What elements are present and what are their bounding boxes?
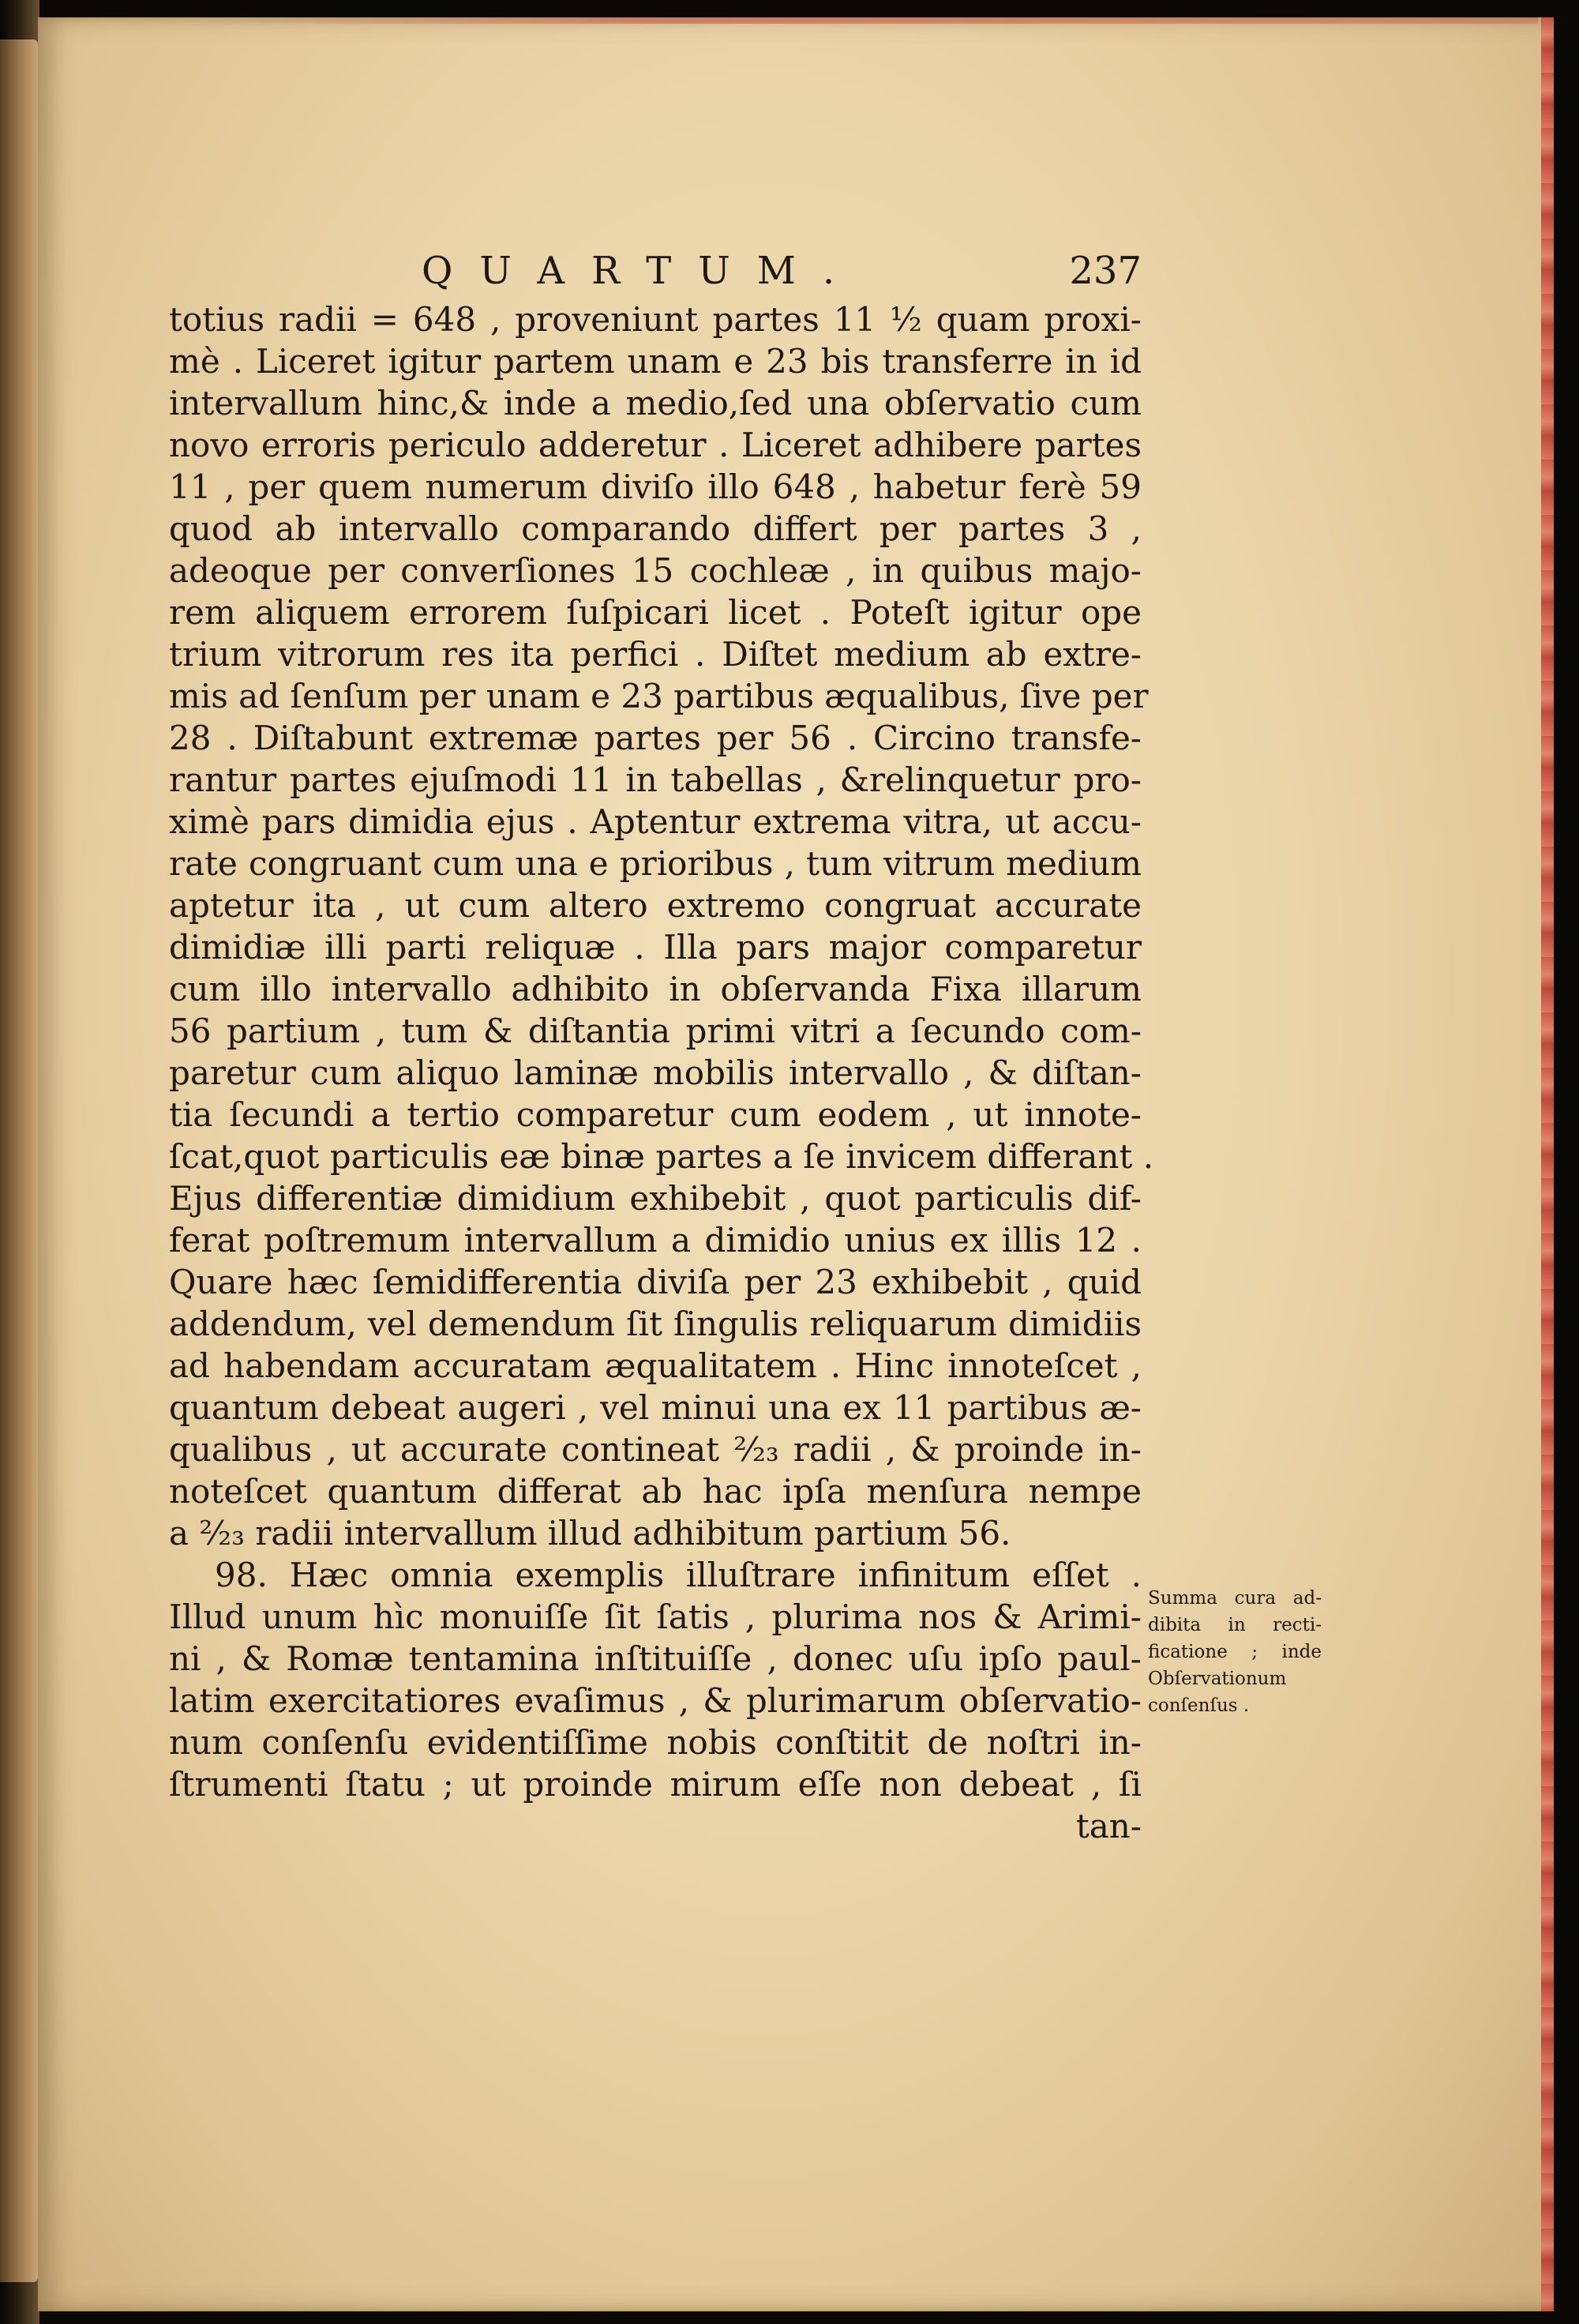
running-head-title: QUARTUM. (422, 249, 862, 293)
text-line: trium vitrorum res ita perfici . Diſtet medium ab extre- (169, 635, 1142, 674)
text-line: adeoque per converſiones 15 cochleæ , in quibus majo- (169, 551, 1142, 590)
text-line: Ejus differentiæ dimidium exhibebit , quot particulis dif- (169, 1179, 1142, 1218)
text-line: ximè pars dimidia ejus . Aptentur extrema vitra, ut accu- (169, 802, 1142, 841)
text-line: quod ab intervallo comparando differt per partes 3 , (169, 509, 1142, 548)
text-line: 28 . Diſtabunt extremæ partes per 56 . Circino transfe- (169, 719, 1142, 757)
text-line: rem aliquem errorem ſuſpicari licet . Poteſt igitur ope (169, 593, 1142, 632)
text-line: a ²⁄₂₃ radii intervallum illud adhibitum partium 56. (169, 1514, 1011, 1552)
text-line: totius radii = 648 , proveniunt partes 11 ½ quam proxi- (169, 300, 1142, 339)
text-line: rate congruant cum una e prioribus , tum vitrum medium (169, 844, 1142, 883)
text-line: 56 partium , tum & diſtantia primi vitri a ſecundo com- (169, 1012, 1142, 1050)
text-line: mis ad ſenſum per unam e 23 partibus æqualibus, ſive per (169, 677, 1149, 715)
text-line: latim exercitatiores evaſimus , & plurimarum obſervatio- (169, 1681, 1142, 1720)
marginal-note-line: Obſervationum (1148, 1669, 1287, 1689)
text-line: addendum, vel demendum ſit ſingulis reliquarum dimidiis (169, 1305, 1142, 1343)
page-top-edge (196, 17, 1538, 24)
text-line: aptetur ita , ut cum altero extremo congruat accurate (169, 886, 1142, 925)
text-line: mè . Liceret igitur partem unam e 23 bis transferre in id (169, 342, 1142, 381)
facing-page-edge (0, 39, 38, 2282)
text-line: intervallum hinc,& inde a medio,ſed una obſervatio cum (169, 384, 1142, 422)
paragraph-first-line: 98. Hæc omnia exemplis illuſtrare infinitum eſſet . (215, 1556, 1142, 1594)
section-98-paragraph (169, 1554, 1142, 1847)
text-line: 11 , per quem numerum diviſo illo 648 , habetur ferè 59 (169, 467, 1142, 506)
marginal-note-line: ficatione ; inde (1148, 1642, 1322, 1662)
body-paragraph (169, 298, 1154, 1554)
text-line: qualibus , ut accurate contineat ²⁄₂₃ radii , & proinde in- (169, 1430, 1142, 1469)
text-line: tia ſecundi a tertio comparetur cum eodem , ut innote- (169, 1095, 1142, 1134)
marginal-note-line: Summa cura ad- (1148, 1588, 1322, 1609)
text-line: paretur cum aliquo laminæ mobilis intervallo , & diſtan- (169, 1053, 1142, 1092)
marginal-note-line: conſenſus . (1148, 1695, 1250, 1716)
marginal-note (1148, 1585, 1322, 1719)
marginal-note-line: dibita in recti- (1148, 1615, 1322, 1635)
running-head (169, 243, 1142, 298)
text-line: rantur partes ejuſmodi 11 in tabellas , &relinquetur pro- (169, 760, 1142, 799)
text-line: cum illo intervallo adhibito in obſervanda Fixa illarum (169, 970, 1142, 1008)
text-line: num conſenſu evidentiſſime nobis conſtitit de noſtri in- (169, 1723, 1142, 1762)
text-block (169, 243, 1154, 1847)
text-line: ſtrumenti ſtatu ; ut proinde mirum eſſe non debeat , ſi (169, 1765, 1142, 1804)
text-line: quantum debeat augeri , vel minui una ex 11 partibus æ- (169, 1388, 1142, 1427)
text-line: ni , & Romæ tentamina inſtituiſſe , donec uſu ipſo paul- (169, 1639, 1142, 1678)
text-line: ad habendam accuratam æqualitatem . Hinc innoteſcet , (169, 1346, 1142, 1385)
text-line: Quare hæc ſemidifferentia diviſa per 23 exhibebit , quid (169, 1263, 1142, 1301)
text-line: Illud unum hìc monuiſſe ſit ſatis , plurima nos & Arimi- (169, 1598, 1142, 1636)
text-line: noteſcet quantum differat ab hac ipſa menſura nempe (169, 1472, 1142, 1511)
text-line: dimidiæ illi parti reliquæ . Illa pars major comparetur (169, 928, 1142, 967)
page-red-edge (1541, 17, 1554, 2311)
catchword: tan- (1075, 1807, 1142, 1845)
text-line: ſcat,quot particulis eæ binæ partes a ſe invicem differant . (169, 1137, 1154, 1176)
page-number: 237 (1069, 249, 1142, 293)
text-line: ferat poſtremum intervallum a dimidio unius ex illis 12 . (169, 1221, 1142, 1260)
text-line: novo erroris periculo adderetur . Liceret adhibere partes (169, 426, 1142, 464)
